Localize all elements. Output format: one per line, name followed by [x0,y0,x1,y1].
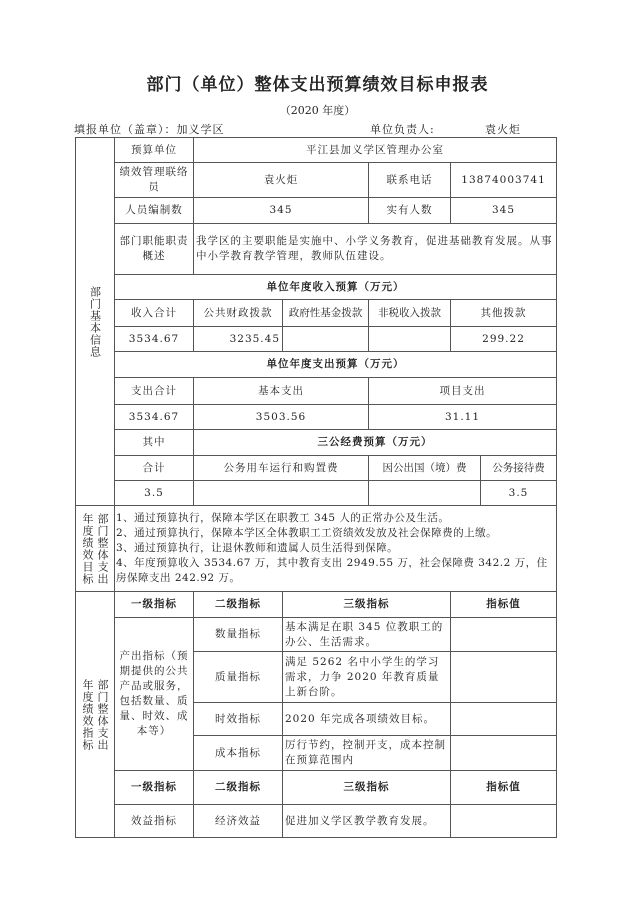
cell: 3503.56 [194,405,369,430]
cell: 经济效益 [194,805,283,838]
cell [194,481,369,506]
section-goals: 年度绩效目标 部门整体支出 [76,506,115,592]
col-header: 公共财政拨款 [194,300,283,327]
income-heading: 单位年度收入预算（万元） [115,275,557,300]
goal-item: 4、年度预算收入 3534.67 万，其中教育支出 2949.55 万，社会保障费 342.2 万，住房保障支出 242.92 万。 [116,557,548,584]
col-header: 政府性基金拨款 [283,300,369,327]
report-table [75,137,557,838]
col-header: 三级指标 [283,592,451,618]
col-header: 公务接待费 [481,456,557,481]
col-header: 指标值 [451,771,557,805]
year-label: （2020 年度） [279,104,356,117]
col-header: 支出合计 [115,378,194,405]
col-header: 因公出国（境）费 [369,456,481,481]
cell: 3235.45 [194,327,283,352]
goal-item: 1、通过预算执行，保障本学区在职教工 345 人的正常办公及生活。 [116,512,450,524]
duty: 我学区的主要职能是实施中、小学义务教育，促进基础教育发展。从事中小学教育教学管理，教师队伍建设。 [194,224,557,275]
cell: 厉行节约，控制开支，成本控制在预算范围内 [283,736,451,771]
cell: 3.5 [115,481,194,506]
cell: 3.5 [481,481,557,506]
cell [451,805,557,838]
label: 其中 [115,430,194,456]
fill-unit: 填报单位（盖章）：加义学区 [74,123,225,136]
budget-unit: 平江县加义学区管理办公室 [194,138,557,163]
col-header: 一级指标 [115,592,194,618]
leader-name: 袁火炬 [485,123,521,136]
col-header: 其他拨款 [451,300,557,327]
col-header: 项目支出 [369,378,557,405]
cell [369,481,481,506]
cell [451,618,557,652]
goals-text [115,506,557,592]
goal-item: 2、通过预算执行，保障本学区全体教职工工资绩效发放及社会保障费的上缴。 [116,527,498,539]
cell [451,652,557,703]
col-header: 三级指标 [283,771,451,805]
phone: 13874003741 [451,163,557,198]
cell: 满足 5262 名中小学生的学习需求，力争 2020 年教育质量上新台阶。 [283,652,451,703]
label: 实有人数 [369,198,451,224]
col-header: 指标值 [451,592,557,618]
col-header: 合计 [115,456,194,481]
cell: 促进加义学区教学教育发展。 [283,805,451,838]
cell: 2020 年完成各项绩效目标。 [283,703,451,736]
col-header: 二级指标 [194,592,283,618]
leader-label: 单位负责人: [370,123,435,136]
cell [451,703,557,736]
cell: 时效指标 [194,703,283,736]
col-header: 收入合计 [115,300,194,327]
goal-item: 3、通过预算执行，让退休教师和遗属人员生活得到保障。 [116,542,399,554]
label: 绩效管理联络员 [115,163,194,198]
col-header: 公务用车运行和购置费 [194,456,369,481]
label: 联系电话 [369,163,451,198]
label: 预算单位 [115,138,194,163]
cell: 基本满足在职 345 位教职工的办公、生活需求。 [283,618,451,652]
label: 部门职能职责概述 [115,224,194,275]
cell: 效益指标 [115,805,194,838]
col-header: 一级指标 [115,771,194,805]
expense-heading: 单位年度支出预算（万元） [115,352,557,378]
section-indicators: 年度绩效指标 部门整体支出 [76,592,115,838]
cell [369,327,451,352]
cell: 成本指标 [194,736,283,771]
cell: 数量指标 [194,618,283,652]
cell: 31.11 [369,405,557,430]
cell [283,327,369,352]
output-indicator: 产出指标（预期提供的公共产品或服务，包括数量、质量、时效、成本等） [115,618,194,771]
page-title: 部门（单位）整体支出预算绩效目标申报表 [146,75,489,95]
cell: 3534.67 [115,327,194,352]
section-basic-info: 部门基本信息 [76,138,115,506]
staff: 345 [194,198,369,224]
col-header: 非税收入拨款 [369,300,451,327]
contact: 袁火炬 [194,163,369,198]
cell: 299.22 [451,327,557,352]
three-heading: 三公经费预算（万元） [194,430,557,456]
cell [451,736,557,771]
actual: 345 [451,198,557,224]
label: 人员编制数 [115,198,194,224]
cell: 3534.67 [115,405,194,430]
cell: 质量指标 [194,652,283,703]
col-header: 二级指标 [194,771,283,805]
col-header: 基本支出 [194,378,369,405]
